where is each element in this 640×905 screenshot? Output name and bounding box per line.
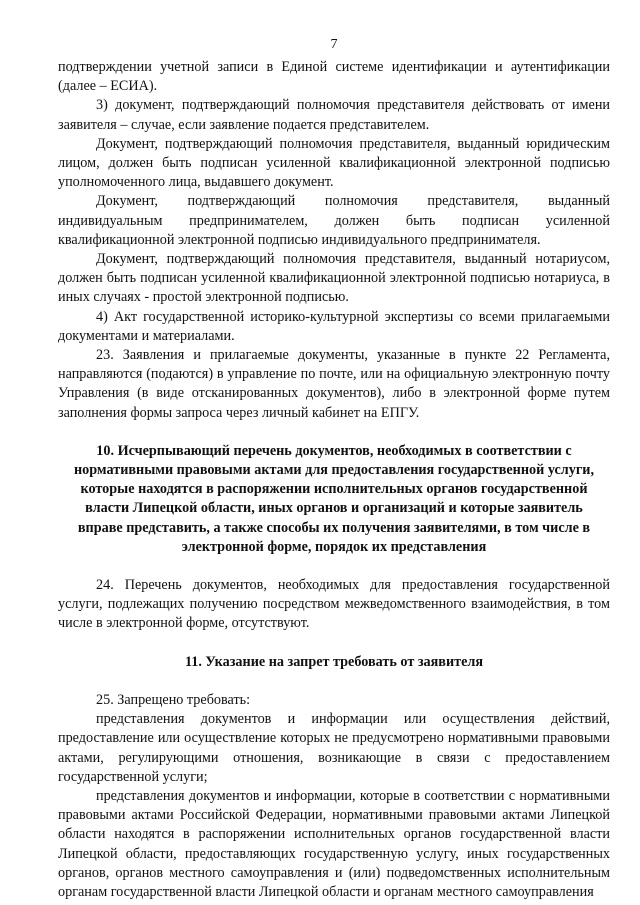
paragraph-legal-entity: Документ, подтверждающий полномочия представителя, выданный юридическим лицом, должен быть подписан усиленной квалификационной электронной подписью уполномоченного лица, выдавшего документ. <box>58 135 610 191</box>
paragraph-23: 23. Заявления и прилагаемые документы, указанные в пункте 22 Регламента, направляются (подаются) в управление по почте, или на официальную электронную почту Управления (в виде отсканированных документов), либо в электронной форме путем заполнения формы запроса через личный кабинет на ЕПГУ. <box>58 347 610 421</box>
paragraph-24: 24. Перечень документов, необходимых для предоставления государственной услуги, подлежащих получению посредством межведомственного взаимодействия, в том числе в электронной форме, отсутствуют. <box>58 577 610 632</box>
paragraph-entrepreneur: Документ, подтверждающий полномочия представителя, выданный индивидуальным предпринимателем, должен быть подписан усиленной квалификационной электронной подписью индивидуального предпринимателя. <box>58 193 610 248</box>
paragraph-item-4: 4) Акт государственной историко-культурной экспертизы со всеми прилагаемыми документами и материалами. <box>58 308 610 344</box>
spacer <box>58 672 610 691</box>
spacer <box>58 634 610 653</box>
paragraph-25-item-1: представления документов и информации или осуществления действий, предоставление или осуществление которых не предусмотрено нормативными правовыми актами, регулирующими отношения, возникающие в связи с предоставлением государственной услуги; <box>58 711 610 785</box>
paragraph-item-3: 3) документ, подтверждающий полномочия представителя действовать от имени заявителя – случае, если заявление подается представителем. <box>58 97 610 133</box>
section-heading-10: 10. Исчерпывающий перечень документов, необходимых в соответствии с нормативными правовыми актами для предоставления государственной услуги, которые находятся в распоряжении исполнительных органов государственной власти Липецкой области, иных органов и организаций и которые заявитель вправе представить, а также способы их получения заявителями, в том числе в электронной форме, порядок их представления <box>73 442 594 555</box>
spacer <box>58 557 610 576</box>
spacer <box>58 423 610 442</box>
paragraph-25: 25. Запрещено требовать: <box>96 691 251 708</box>
page-number: 7 <box>330 37 338 52</box>
paragraph-notary: Документ, подтверждающий полномочия представителя, выданный нотариусом, должен быть подписан усиленной квалификационной электронной подписью нотариуса, в иных случаях - простой электронной подписью. <box>58 251 610 306</box>
paragraph-esia-continuation: подтверждении учетной записи в Единой системе идентификации и аутентификации (далее – ЕСИА). <box>58 59 610 95</box>
paragraph-25-item-2: представления документов и информации, которые в соответствии с нормативными правовыми актами Российской Федерации, нормативными правовыми актами Липецкой области находятся в распоряжении исполнительных органов государственной власти Липецкой области, предоставляющих государственную услугу, иных государственных органов, органов местного самоуправления и (или) подведомственных исполнительным органам государственной власти Липецкой области и органам местного самоуправления <box>58 787 610 900</box>
section-heading-11: 11. Указание на запрет требовать от заявителя <box>184 653 484 670</box>
